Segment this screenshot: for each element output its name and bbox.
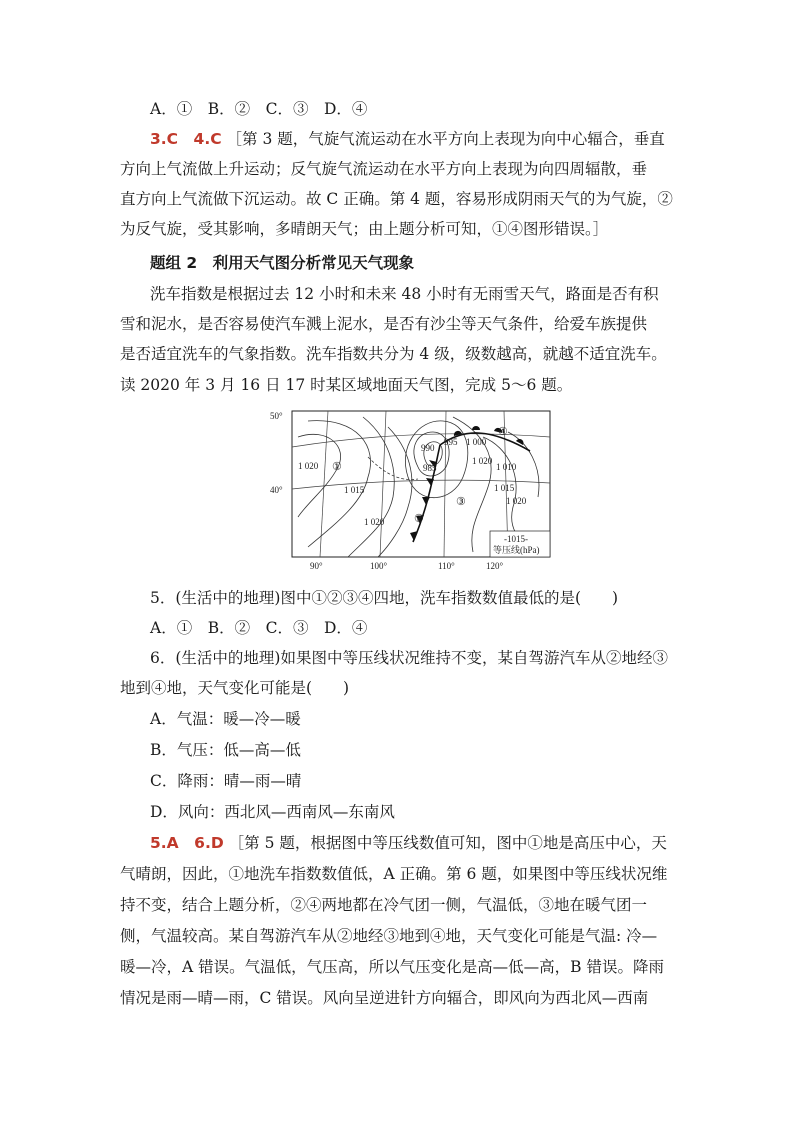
q5-options: A．① B．② C．③ D．④ xyxy=(150,619,368,637)
group-title: 题组 2 利用天气图分析常见天气现象 xyxy=(150,254,415,272)
answer-5-6-line-4: 侧，气温较高。某自驾游汽车从②地经③地到④地，天气变化可能是气温: 冷— xyxy=(120,927,658,945)
intro-line-4: 读 2020 年 3 月 16 日 17 时某区域地面天气图，完成 5～6 题。 xyxy=(120,376,573,394)
q5-stem: 5．(生活中的地理)图中①②③④四地，洗车指数数值最低的是( ) xyxy=(150,589,619,607)
answer-5-6-line-2: 气晴朗，因此，①地洗车指数数值低，A 正确。第 6 题，如果图中等压线状况维 xyxy=(120,865,668,883)
answer-5-6-label: 5.A 6.D xyxy=(150,834,224,852)
isobar-label-1020-b: 1 020 xyxy=(364,517,385,527)
isobar-label-1020-a: 1 020 xyxy=(298,461,319,471)
q6-option-d: D．风向：西北风—西南风—东南风 xyxy=(150,803,395,821)
meridian-110 xyxy=(444,411,446,557)
answer-3-4-label: 3.C 4.C xyxy=(150,130,222,148)
q6-stem-line-1: 6．(生活中的地理)如果图中等压线状况维持不变，某自驾游汽车从②地经③ xyxy=(150,649,668,667)
answer-5-6-text-1: ［第 5 题，根据图中等压线数值可知，图中①地是高压中心，天 xyxy=(228,834,667,852)
point-label-4: ④ xyxy=(498,426,508,438)
point-label-1: ① xyxy=(332,461,342,473)
intro-line-1: 洗车指数是根据过去 12 小时和未来 48 小时有无雨雪天气，路面是否有积 xyxy=(150,285,659,303)
q6-option-c: C．降雨：晴—雨—晴 xyxy=(150,772,302,790)
lon-label-90: 90° xyxy=(310,561,323,571)
cold-front-line xyxy=(413,445,440,542)
legend-value: -1015- xyxy=(504,534,528,544)
answer-3-4-line-2: 方向上气流做上升运动；反气旋气流运动在水平方向上表现为向四周辐散，垂 xyxy=(120,160,648,178)
point-label-3: ③ xyxy=(456,496,466,508)
answer-3-4-text-1: ［第 3 题，气旋气流运动在水平方向上表现为向中心辐合，垂直 xyxy=(226,130,665,148)
isobar-label-1010: 1 010 xyxy=(496,462,517,472)
answer-5-6-line-3: 持不变，结合上题分析，②④两地都在冷气团一侧，气温低，③地在暖气团一 xyxy=(120,896,648,914)
meridian-100 xyxy=(380,411,386,557)
lon-label-110: 110° xyxy=(438,561,455,571)
answer-3-4-line-4: 为反气旋，受其影响，多晴朗天气；由上题分析可知，①④图形错误。］ xyxy=(120,220,609,238)
isobar-label-1020-d: 1 020 xyxy=(506,496,527,506)
point-label-2: ② xyxy=(414,513,424,525)
q6-stem-line-2: 地到④地，天气变化可能是( ) xyxy=(120,679,350,697)
isobar-label-995: 995 xyxy=(444,437,458,447)
answer-3-4-line-3: 直方向上气流做下沉运动。故 C 正确。第 4 题，容易形成阴雨天气的为气旋，② xyxy=(120,190,673,208)
isobar-label-1020-c: 1 020 xyxy=(472,456,493,466)
lon-label-100: 100° xyxy=(370,561,388,571)
isobar-label-1015-b: 1 015 xyxy=(494,483,515,493)
answer-5-6-line-6: 情况是雨—晴—雨，C 错误。风向呈逆进针方向辐合，即风向为西北风—西南 xyxy=(120,989,649,1007)
intro-line-3: 是否适宜洗车的气象指数。洗车指数共分为 4 级，级数越高，就越不适宜洗车。 xyxy=(120,345,667,363)
q6-option-b: B．气压：低—高—低 xyxy=(150,741,301,759)
legend-label: 等压线(hPa) xyxy=(493,545,540,555)
weather-map xyxy=(268,407,558,572)
lat-label-50: 50° xyxy=(270,411,283,421)
isobar-label-985: 985 xyxy=(423,463,437,473)
answer-5-6-line-1 xyxy=(150,833,667,853)
isobar-label-990: 990 xyxy=(421,443,435,453)
isobar-label-1015-a: 1 015 xyxy=(344,485,365,495)
intro-line-2: 雪和泥水，是否容易使汽车溅上泥水，是否有沙尘等天气条件，给爱车族提供 xyxy=(120,315,648,333)
q6-option-a: A．气温：暖—冷—暖 xyxy=(150,710,301,728)
lat-label-40: 40° xyxy=(270,485,283,495)
q4-options: A．① B．② C．③ D．④ xyxy=(150,100,368,118)
lon-label-120: 120° xyxy=(486,561,504,571)
answer-5-6-line-5: 暖—冷，A 错误。气温低，气压高，所以气压变化是高—低—高，B 错误。降雨 xyxy=(120,958,664,976)
answer-3-4-line-1 xyxy=(150,129,665,149)
isobar-label-1000: 1 000 xyxy=(466,437,487,447)
